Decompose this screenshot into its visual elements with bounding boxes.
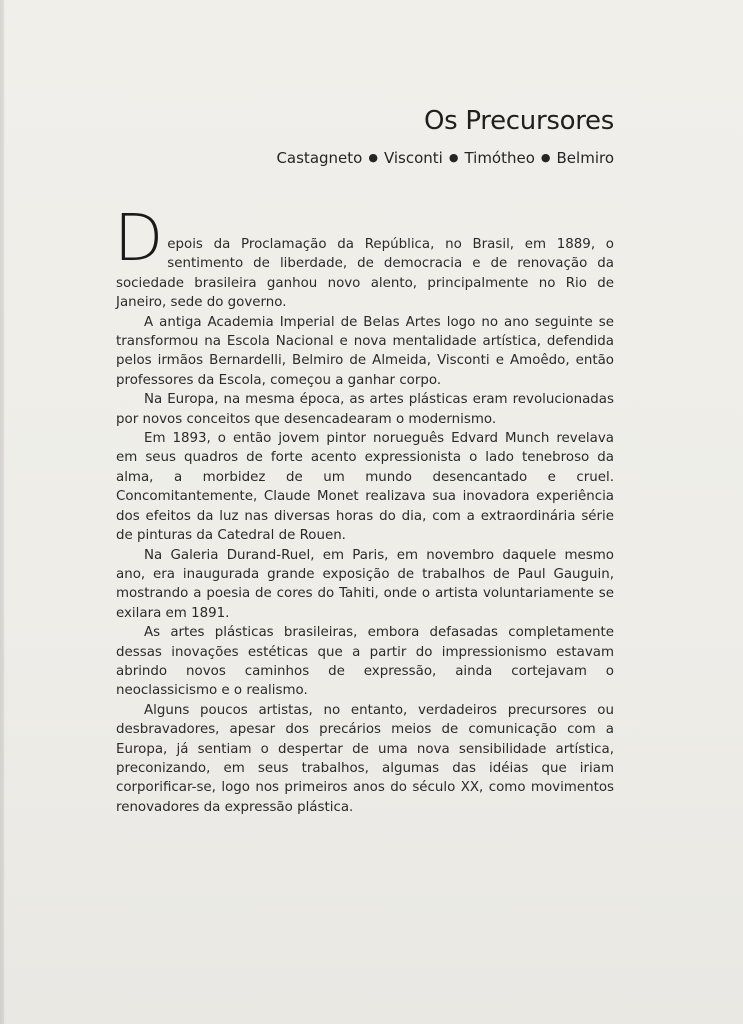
paragraph: Na Europa, na mesma época, as artes plásticas eram revolucionadas por novos conceitos que desencadearam o modernismo. [116,392,614,427]
paragraph [114,202,614,313]
bullet-separator: ● [368,151,378,164]
paragraph: A antiga Academia Imperial de Belas Artes logo no ano seguinte se transformou na Escola Nacional e nova mentalidade artística, defendida pelos irmãos Bernardelli, Belmiro de Almeida, Visconti e Amoêdo, então professores da Escola, começou a ganhar corpo. [116,314,614,388]
paragraph: As artes plásticas brasileiras, embora defasadas completamente dessas inovações estéticas que a partir do impressionismo estavam abrindo novos caminhos de expressão, ainda cortejavam o neoclassicismo e o realismo. [116,625,614,699]
artist-names [276,149,614,167]
paragraph: Alguns poucos artistas, no entanto, verdadeiros precursores ou desbravadores, apesar dos precários meios de comunicação com a Europa, já sentiam o despertar de uma nova sensibilidade artística, preconizando, em seus trabalhos, algumas das idéias que iriam corporificar-se, logo nos primeiros anos do século XX, como movimentos renovadores da expressão plástica. [116,702,614,815]
artist-name: Timótheo [464,149,535,167]
paragraph: Em 1893, o então jovem pintor norueguês Edvard Munch revelava em seus quadros de forte acento expressionista o lado tenebroso da alma, a morbidez de um mundo desencantado e cruel. Concomitantemente, Claude Monet realizava sua inovadora experiência dos efeitos da luz nas diversas horas do dia, com a extraordinária série de pinturas da Catedral de Rouen. [116,431,614,544]
bullet-separator: ● [448,151,459,164]
paragraph: Na Galeria Durand-Ruel, em Paris, em novembro daquele mesmo ano, era inaugurada grande exposição de trabalhos de Paul Gauguin, mostrando a poesia de cores do Tahiti, onde o artista voluntariamente se exilara em 1891. [116,547,614,621]
page-edge-shadow [0,0,4,1024]
bullet-separator: ● [540,151,551,164]
artist-name: Visconti [383,149,443,167]
article-body [114,202,614,817]
artist-name: Belmiro [556,149,614,167]
drop-cap: D [114,202,164,276]
paragraph-text: epois da Proclamação da República, no Brasil, em 1889, o sentimento de liberdade, de democracia e de renovação da sociedade brasileira ganhou novo alento, principalmente no Rio de Janeiro, sede do governo. [116,237,614,311]
artist-name: Castagneto [276,149,363,167]
page-title: Os Precursores [424,106,614,136]
